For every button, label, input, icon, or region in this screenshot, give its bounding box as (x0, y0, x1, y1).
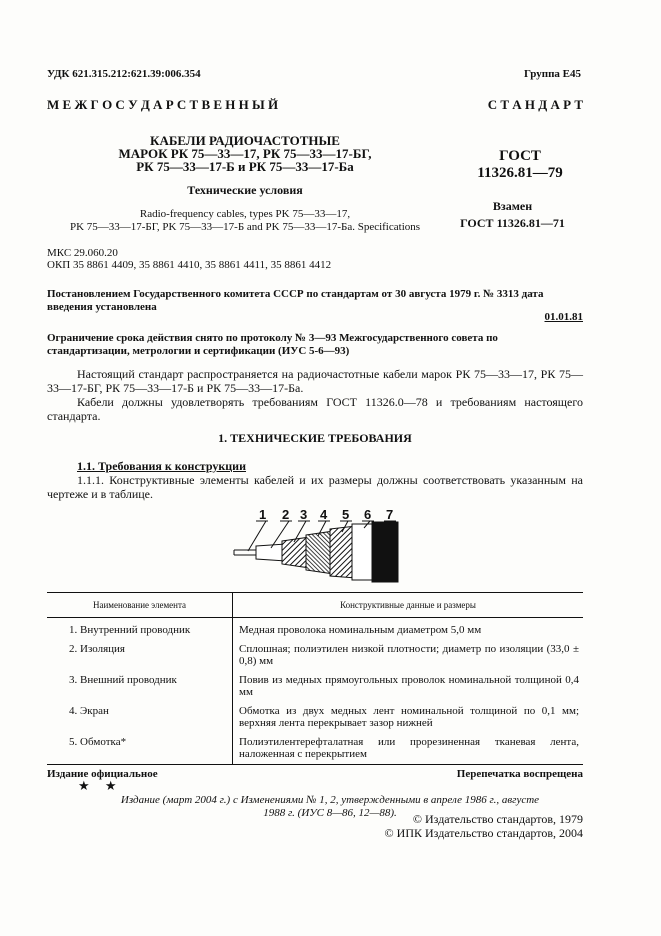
footer-divider (47, 764, 583, 765)
table-cell-data: Повив из медных прямоугольных проволок номинальной толщиной 0,4 мм (239, 674, 579, 698)
table-cell-data: Сплошная; полиэтилен низкой плотности; диаметр по изоляции (33,0 ± 0,8) мм (239, 643, 579, 667)
drawing-label: 7 (386, 507, 394, 522)
english-title-line: PK 75—33—17-БГ, PK 75—33—17-Б and PK 75—33—17-Ба. Specifications (69, 221, 421, 233)
gost-number-block (470, 148, 570, 182)
table-row (47, 702, 583, 733)
table-header-row (47, 593, 583, 618)
banner-word-2: С Т А Н Д А Р Т (487, 97, 583, 112)
decree-text: Постановлением Государственного комитета СССР по стандартам от 30 августа 1979 г. № 3313 дата введения установлена (47, 288, 544, 313)
requirements-paragraph: Кабели должны удовлетворять требованиям ГОСТ 11326.0—78 и требованиям настоящего стандарта. (47, 395, 583, 423)
construction-table (47, 592, 583, 764)
drawing-label: 3 (300, 507, 308, 522)
reprint-notice: Перепечатка воспрещена (456, 768, 583, 780)
subsection-heading: 1.1. Требования к конструкции (77, 459, 247, 473)
english-title-line: Radio-frequency cables, types PK 75—33—17, (139, 208, 351, 220)
replaces-block (455, 198, 570, 232)
title-line: МАРОК РК 75—33—17, РК 75—33—17-БГ, (118, 146, 372, 161)
edition-note: Издание (март 2004 г.) с Изменениями № 1, 2, утвержденными в апреле 1986 г., августе 1988 г. (ИУС 8—86, 12—88). (120, 794, 540, 819)
table-cell-data: Медная проволока номинальным диаметром 5,0 мм (239, 624, 482, 636)
standard-banner (47, 97, 583, 113)
document-subtitle: Технические условия (187, 183, 303, 197)
table-row (47, 733, 583, 764)
okp-code: ОКП 35 8861 4409, 35 8861 4410, 35 8861 4411, 35 8861 4412 (47, 259, 332, 271)
table-header-cell: Наименование элемента (47, 593, 233, 618)
mks-code: МКС 29.060.20 (47, 247, 118, 259)
title-line: РК 75—33—17-Б и РК 75—33—17-Ба (136, 159, 354, 174)
table-row (47, 640, 583, 671)
drawing-label: 6 (364, 507, 372, 522)
table-cell-data: Обмотка из двух медных лент номинальной толщиной по 0,1 мм; верхняя лента перекрывает зазор нижней (239, 705, 579, 729)
table-header-cell: Конструктивные данные и размеры (233, 593, 584, 618)
limitation-text: Ограничение срока действия снято по протоколу № 3—93 Межгосударственного совета по стандартизации, метрологии и сертификации (ИУС 5-6—93) (47, 332, 498, 357)
udk-code: УДК 621.315.212:621.39:006.354 (47, 68, 201, 80)
copyright-line: © Издательство стандартов, 1979 (412, 812, 583, 826)
scope-paragraph: Настоящий стандарт распространяется на радиочастотные кабели марок РК 75—33—17, РК 75—33—17-БГ, РК 75—33—17-Б и РК 75—33—17-Ба. (47, 367, 583, 395)
table-row (47, 618, 583, 641)
drawing-label: 1 (259, 507, 267, 522)
copyright-line: © ИПК Издательство стандартов, 2004 (384, 826, 583, 840)
table-cell-element: 3. Внешний проводник (47, 671, 233, 702)
replaces-number: ГОСТ 11326.81—71 (460, 216, 565, 230)
group-code: Группа Е45 (523, 68, 581, 80)
clause-1-1-1: 1.1.1. Конструктивные элементы кабелей и их размеры должны соответствовать указанным на чертеже и в таблице. (47, 473, 583, 501)
table-row (47, 671, 583, 702)
table-cell-element: 1. Внутренний проводник (47, 618, 233, 641)
drawing-label: 4 (320, 507, 328, 522)
replaces-label: Взамен (492, 199, 533, 213)
official-edition-label: Издание официальное (47, 768, 158, 780)
english-title (60, 208, 430, 234)
section-heading: 1. ТЕХНИЧЕСКИЕ ТРЕБОВАНИЯ (218, 431, 412, 445)
table-cell-element: 5. Обмотка* (47, 733, 233, 764)
star-marks: ★ ★ (78, 778, 123, 793)
cable-cross-section-drawing (226, 504, 416, 584)
gost-number: 11326.81—79 (477, 165, 563, 181)
classification-codes (47, 247, 331, 271)
table-cell-element: 2. Изоляция (47, 640, 233, 671)
intro-date: 01.01.81 (544, 311, 583, 323)
drawing-label: 5 (342, 507, 350, 522)
gost-label: ГОСТ (499, 148, 541, 164)
document-title (100, 134, 390, 173)
title-line: КАБЕЛИ РАДИОЧАСТОТНЫЕ (150, 133, 340, 148)
table-cell-element: 4. Экран (47, 702, 233, 733)
table-cell-data: Полиэтилентерефталатная или прорезиненная тканевая лента, наложенная с перекрытием (239, 736, 579, 760)
banner-word-1: М Е Ж Г О С У Д А Р С Т В Е Н Н Ы Й (47, 97, 279, 112)
drawing-label: 2 (282, 507, 290, 522)
